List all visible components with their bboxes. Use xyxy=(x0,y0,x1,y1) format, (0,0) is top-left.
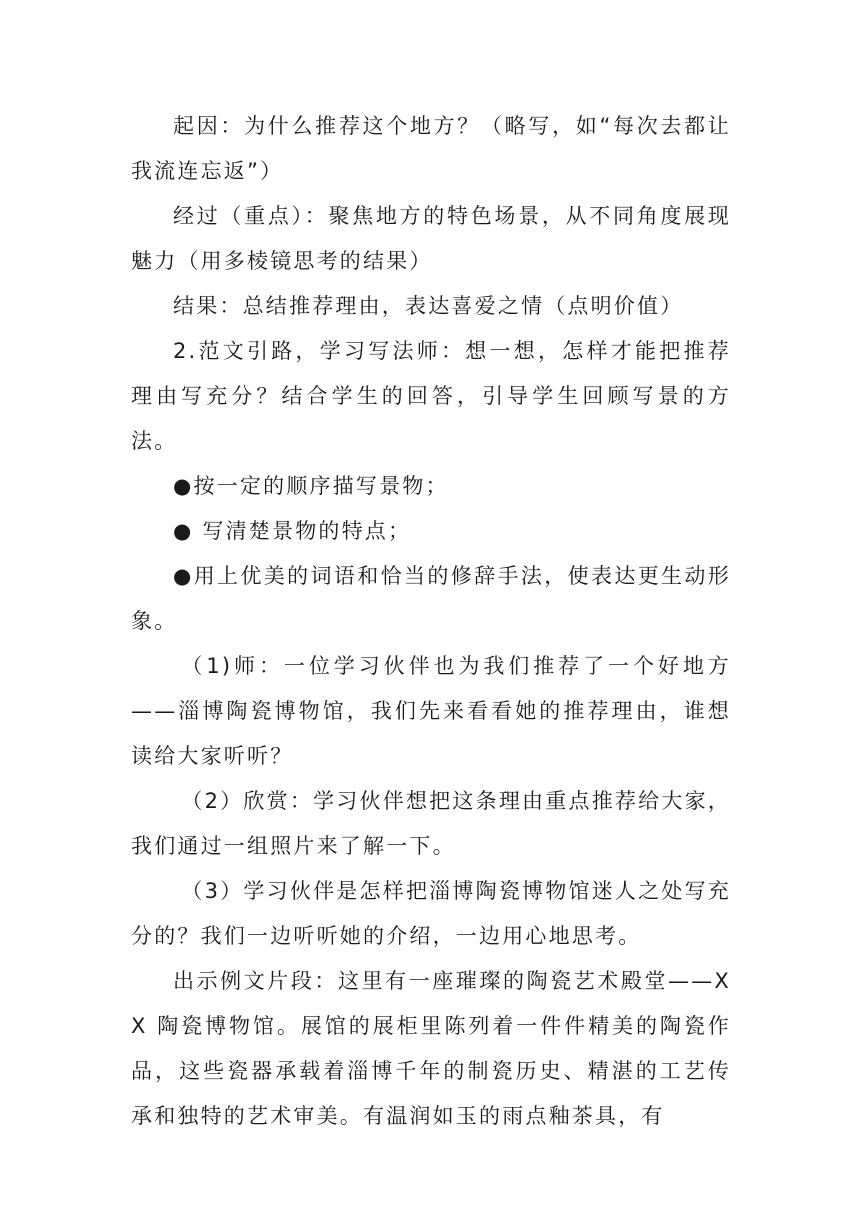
paragraph-step-3: （3）学习伙伴是怎样把淄博陶瓷博物馆迷人之处写充分的？我们一边听听她的介绍，一边用心地思考。 xyxy=(131,879,731,948)
paragraph-example-excerpt: 出示例文片段：这里有一座璀璨的陶瓷艺术殿堂——XX 陶瓷博物馆。展馆的展柜里陈列着一件件精美的陶瓷作品，这些瓷器承载着淄博千年的制瓷历史、精湛的工艺传承和独特的艺术审美。有温润如玉的雨点釉茶具，有 xyxy=(131,969,731,1128)
bullet-item-order: ●按一定的顺序描写景物； xyxy=(173,474,449,498)
paragraph-process: 经过（重点）：聚焦地方的特色场景，从不同角度展现魅力（用多棱镜思考的结果） xyxy=(131,204,731,273)
paragraph-step-2: （2）欣赏：学习伙伴想把这条理由重点推荐给大家，我们通过一组照片来了解一下。 xyxy=(131,789,731,858)
paragraph-result: 结果：总结推荐理由，表达喜爱之情（点明价值） xyxy=(173,294,684,318)
paragraph-step-1: （1)师：一位学习伙伴也为我们推荐了一个好地方——淄博陶瓷博物馆，我们先来看看她的推荐理由，谁想读给大家听听？ xyxy=(131,654,731,768)
paragraph-model-essay-guide: 2.范文引路，学习写法师：想一想，怎样才能把推荐理由写充分？结合学生的回答，引导学生回顾写景的方法。 xyxy=(131,339,731,453)
document-body xyxy=(131,104,731,1139)
paragraph-cause: 起因：为什么推荐这个地方？（略写，如“每次去都让我流连忘返”） xyxy=(131,114,731,183)
bullet-item-rhetoric: ●用上优美的词语和恰当的修辞手法，使表达更生动形象。 xyxy=(131,564,731,633)
bullet-item-features: ● 写清楚景物的特点； xyxy=(173,519,412,543)
